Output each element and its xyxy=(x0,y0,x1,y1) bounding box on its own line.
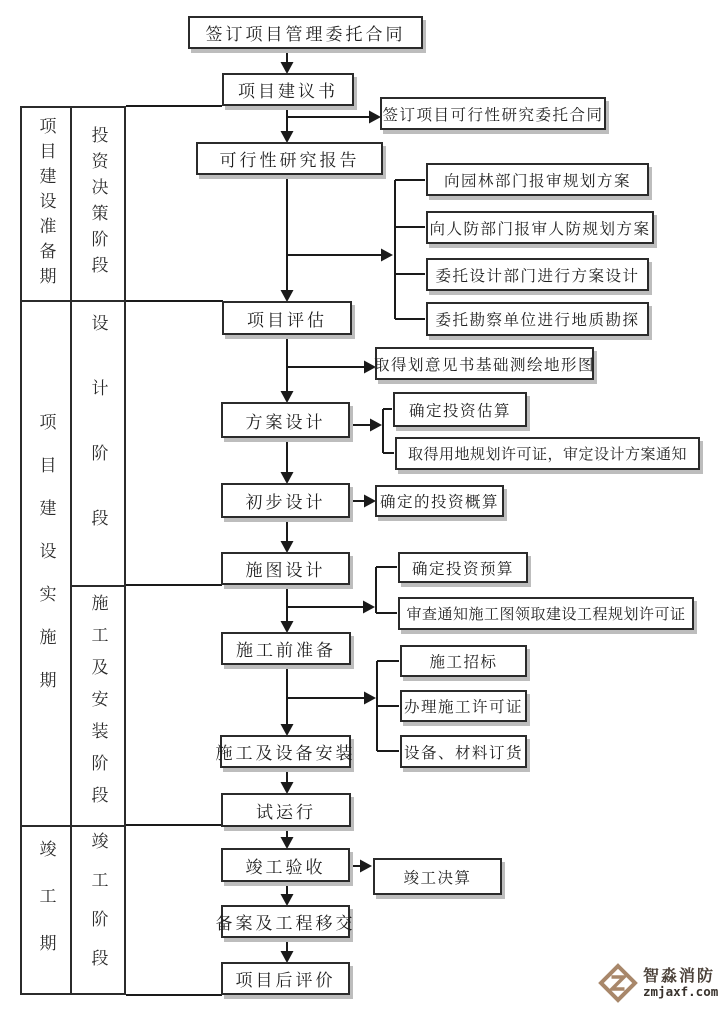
side-sign-feasibility-study-contract: 签订项目可行性研究委托合同 xyxy=(380,97,606,130)
side-determine-investment-budget: 确定投资预算 xyxy=(398,552,528,583)
side-submit-plan-to-garden-dept: 向园林部门报审规划方案 xyxy=(426,163,649,196)
phase-table xyxy=(20,106,126,995)
period-completion: 竣工期 xyxy=(35,839,56,981)
main-step-completion-acceptance: 竣工验收 xyxy=(221,848,350,882)
stage-construction-installation: 施工及安装阶段 xyxy=(72,587,124,827)
main-step-project-proposal: 项目建议书 xyxy=(222,73,354,106)
side-obtain-land-planning-permit: 取得用地规划许可证，审定设计方案通知 xyxy=(395,437,700,470)
main-step-trial-run: 试运行 xyxy=(221,793,351,827)
side-determine-investment-estimate: 确定投资估算 xyxy=(393,392,527,427)
side-determined-investment-budget: 确定的投资概算 xyxy=(375,485,504,517)
side-entrust-survey-unit-geology: 委托勘察单位进行地质勘探 xyxy=(426,302,649,336)
period-preparation: 项目建设准备期 xyxy=(22,108,70,302)
watermark-brand: 智淼消防 xyxy=(643,966,716,986)
side-review-notice-planning-permit: 审查通知施工图领取建设工程规划许可证 xyxy=(398,597,694,630)
main-step-post-project-evaluation: 项目后评价 xyxy=(221,962,350,995)
side-obtain-opinion-survey-map: 取得划意见书基础测绘地形图 xyxy=(375,347,594,380)
main-step-scheme-design: 方案设计 xyxy=(221,402,350,438)
main-step-sign-project-management-contract: 签订项目管理委托合同 xyxy=(188,16,423,49)
main-step-filing-and-handover: 备案及工程移交 xyxy=(221,905,350,938)
side-construction-permit-processing: 办理施工许可证 xyxy=(400,690,527,722)
watermark-domain: zmjaxf.com xyxy=(643,983,719,999)
side-submit-civil-defense-plan: 向人防部门报审人防规划方案 xyxy=(426,211,654,244)
side-completion-final-accounts: 竣工决算 xyxy=(373,858,502,895)
stage-design: 设计阶段 xyxy=(72,302,124,587)
stage-investment-decision: 投资决策阶段 xyxy=(72,108,124,302)
phase-table-stage-column xyxy=(72,108,124,993)
main-step-preliminary-design: 初步设计 xyxy=(221,483,350,518)
watermark-logo-icon xyxy=(598,963,638,1003)
side-entrust-design-dept-scheme: 委托设计部门进行方案设计 xyxy=(426,258,649,291)
main-step-construction-drawing-design: 施图设计 xyxy=(221,552,350,585)
main-step-pre-construction-preparation: 施工前准备 xyxy=(221,632,351,665)
main-step-construction-equipment-installation: 施工及设备安装 xyxy=(220,735,351,768)
period-implementation: 项目建设实施期 xyxy=(22,302,70,827)
side-construction-bidding: 施工招标 xyxy=(400,645,527,677)
watermark xyxy=(598,963,718,1003)
main-step-feasibility-study-report: 可行性研究报告 xyxy=(196,142,383,175)
phase-table-period-column xyxy=(22,108,72,993)
main-step-project-evaluation: 项目评估 xyxy=(222,301,352,335)
stage-completion: 竣工阶段 xyxy=(87,832,108,988)
side-equipment-material-ordering: 设备、材料订货 xyxy=(400,735,527,768)
